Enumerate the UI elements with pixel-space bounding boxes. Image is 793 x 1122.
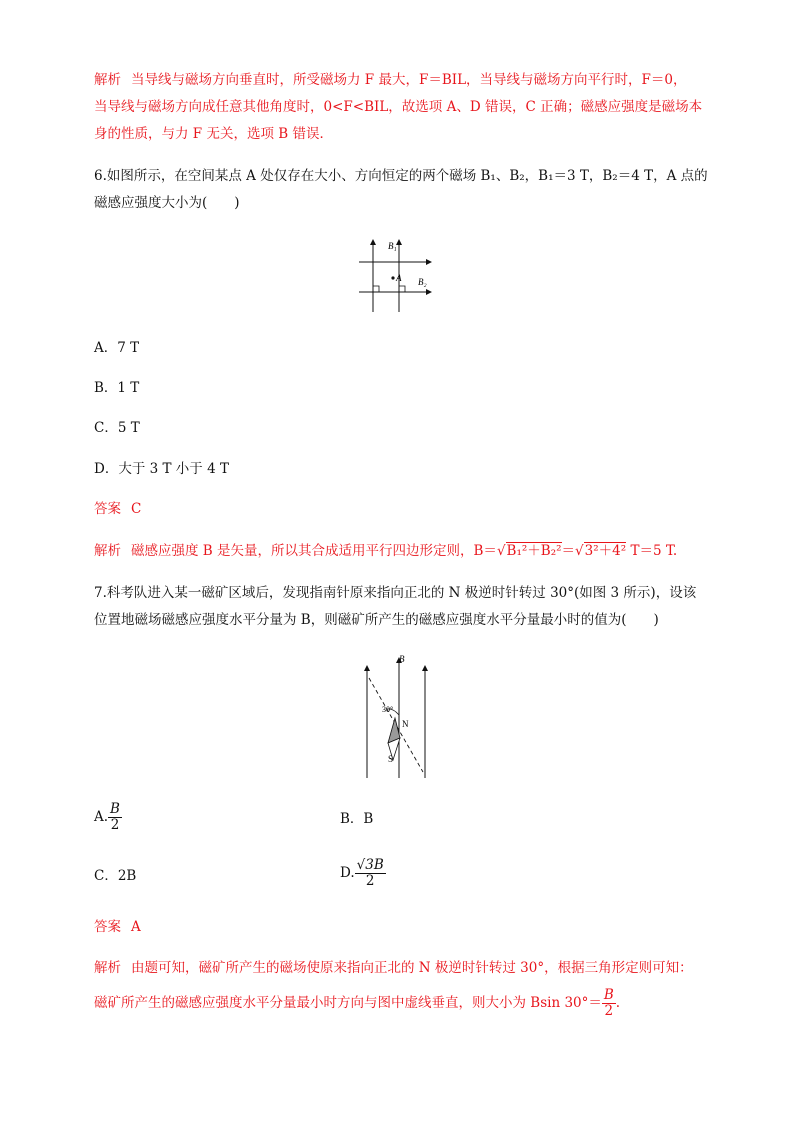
answer-value: C	[131, 501, 142, 517]
label-b1: B₁	[388, 241, 397, 251]
option-d-numerator: √3B	[356, 857, 384, 873]
q6-option-d: D．大于 3 T 小于 4 T	[94, 461, 229, 477]
label-n: N	[402, 719, 409, 729]
q7-analysis-line2	[94, 988, 620, 1019]
q6-stem-line1: 6.如图所示，在空间某点 A 处仅存在大小、方向恒定的两个磁场 B₁、B₂，B₁＝3 T，B₂＝4 T，A 点的	[94, 168, 708, 184]
analysis-fraction-denominator: 2	[604, 1003, 614, 1019]
option-a-prefix: A.	[94, 809, 109, 825]
q7-analysis-line1	[94, 958, 693, 978]
answer-value: A	[131, 919, 141, 935]
label-b2: B₂	[418, 277, 427, 287]
right-angle-mark-left	[373, 286, 379, 292]
analysis-end: .	[615, 995, 621, 1011]
analysis-label: 解析	[94, 543, 121, 559]
q6-magnetic-field-figure	[355, 236, 435, 316]
q5-analysis-line3: 身的性质，与力 F 无关，选项 B 错误．	[94, 126, 333, 142]
q7-stem-line1: 7.科考队进入某一磁矿区域后，发现指南针原来指向正北的 N 极逆时针转过 30°(如图 3 所示)，设该	[94, 585, 697, 601]
q7-option-c: C．2B	[94, 868, 137, 884]
option-a-denominator: 2	[110, 817, 120, 833]
q5-analysis-line1	[94, 70, 687, 90]
q6-analysis: 解析 磁感应强度 B 是矢量，所以其合成适用平行四边形定则，B＝√B₁²＋B₂²＝√3²＋4² T＝5 T.	[94, 543, 678, 559]
analysis-fraction	[602, 988, 616, 1019]
analysis-result: T＝5 T.	[626, 543, 678, 559]
point-a-dot	[391, 276, 394, 279]
q7-option-b: B．B	[340, 811, 374, 827]
label-b: B	[399, 654, 405, 664]
analysis-label: 解析	[94, 72, 121, 88]
label-angle: 30°	[382, 705, 394, 714]
right-angle-mark-right	[399, 286, 405, 292]
analysis-root2: 3²＋4²	[584, 543, 627, 559]
analysis-fraction-numerator: B	[603, 987, 614, 1003]
analysis-root1: B₁²＋B₂²	[506, 543, 562, 559]
q7-stem-line2: 位置地磁场磁感应强度水平分量为 B，则磁矿所产生的磁感应强度水平分量最小时的值为( )	[94, 612, 659, 628]
answer-label: 答案	[94, 501, 121, 517]
option-d-prefix: D.	[340, 865, 355, 881]
analysis-equals: ＝	[561, 543, 576, 559]
q6-option-b: B．1 T	[94, 380, 140, 396]
analysis-text-2: 磁矿所产生的磁感应强度水平分量最小时方向与图中虚线垂直，则大小为 Bsin 30°＝	[94, 995, 602, 1011]
q7-option-d	[340, 858, 386, 889]
q6-answer	[94, 499, 141, 519]
analysis-label: 解析	[94, 960, 121, 976]
q6-stem-line2: 磁感应强度大小为( )	[94, 195, 240, 211]
option-a-numerator: B	[110, 801, 120, 817]
option-a-fraction	[108, 802, 122, 833]
analysis-text: 当导线与磁场方向垂直时，所受磁场力 F 最大，F＝BIL，当导线与磁场方向平行时，F＝0，	[131, 72, 687, 88]
q5-analysis-line2: 当导线与磁场方向成任意其他角度时，0<F<BIL，故选项 A、D 错误，C 正确；磁感应强度是磁场本	[94, 99, 703, 115]
answer-label: 答案	[94, 919, 121, 935]
option-d-denominator: 2	[365, 873, 375, 889]
label-a: A	[396, 273, 402, 283]
analysis-text: 由题可知，磁矿所产生的磁场使原来指向正北的 N 极逆时针转过 30°，根据三角形定则可知：	[131, 960, 693, 976]
q6-option-a: A．7 T	[94, 340, 140, 356]
q7-option-a	[94, 802, 122, 833]
q7-answer	[94, 917, 141, 937]
option-d-fraction	[355, 858, 386, 889]
analysis-text: 磁感应强度 B 是矢量，所以其合成适用平行四边形定则，B＝	[131, 543, 497, 559]
q6-option-c: C．5 T	[94, 420, 140, 436]
q7-compass-figure	[355, 652, 440, 782]
label-s: S	[388, 754, 394, 764]
